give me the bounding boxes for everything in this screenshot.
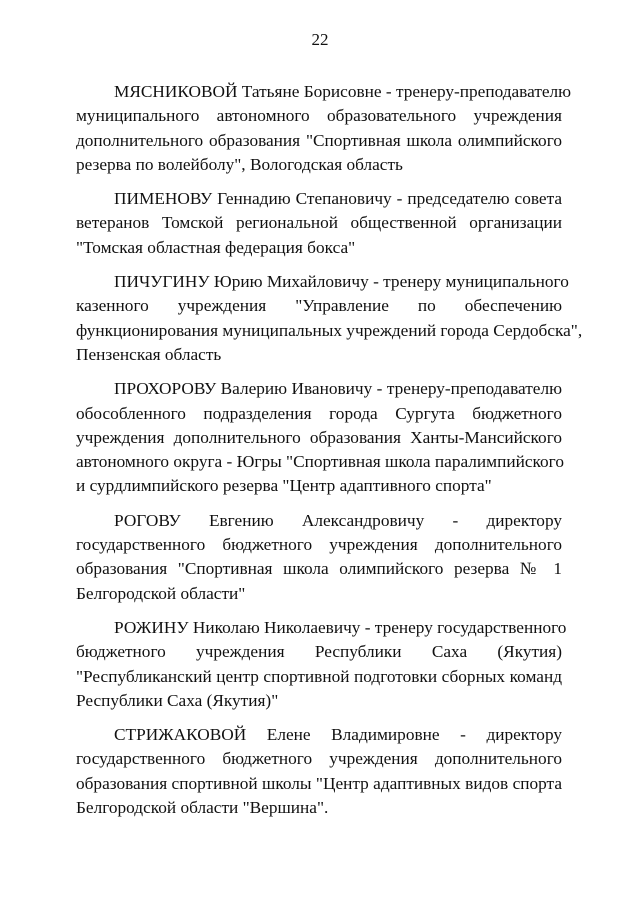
entry-line: ПИЧУГИНУ Юрию Михайловичу - тренеру муниципального — [114, 272, 569, 292]
entry-line: резерва по волейболу", Вологодская область — [76, 154, 403, 174]
entry-line: образования "Спортивная школа олимпийского резерва № 1 — [76, 559, 562, 579]
entry-line: и сурдлимпийского резерва "Центр адаптивного спорта" — [76, 476, 492, 496]
entry-line: автономного округа - Югры "Спортивная школа паралимпийского — [76, 452, 564, 472]
entry-line: государственного бюджетного учреждения дополнительного — [76, 749, 562, 769]
document-body — [76, 80, 583, 830]
page-number: 22 — [311, 30, 329, 49]
entry-line: государственного бюджетного учреждения дополнительного — [76, 535, 562, 555]
entry-line: учреждения дополнительного образования Ханты-Мансийского — [76, 427, 562, 447]
entry-line: ПИМЕНОВУ Геннадию Степановичу - председателю совета — [114, 189, 562, 209]
entry-line: "Республиканский центр спортивной подготовки сборных команд — [76, 666, 562, 686]
entry-line: РОГОВУ Евгению Александровичу - директору — [114, 510, 562, 530]
entry-pimenov — [76, 187, 562, 260]
entry-line: Пензенская область — [76, 344, 222, 364]
entry-line: Республики Саха (Якутия)" — [76, 690, 279, 710]
entry-myasnikova — [76, 80, 572, 177]
entry-line: обособленного подразделения города Сургута бюджетного — [76, 403, 562, 423]
entry-line: муниципального автономного образовательного учреждения — [76, 106, 562, 126]
entry-strizhakova — [76, 723, 562, 820]
entry-line: образования спортивной школы "Центр адаптивных видов спорта — [76, 773, 562, 793]
entry-line: РОЖИНУ Николаю Николаевичу - тренеру государственного — [114, 617, 567, 637]
entry-line: казенного учреждения "Управление по обеспечению — [76, 296, 562, 316]
entry-rozhin — [76, 616, 567, 713]
entry-line: ветеранов Томской региональной общественной организации — [76, 213, 562, 233]
entry-line: функционирования муниципальных учреждений города Сердобска", — [76, 320, 583, 340]
entry-line: Белгородской области" — [76, 583, 246, 603]
entry-line: ПРОХОРОВУ Валерию Ивановичу - тренеру-преподавателю — [114, 379, 562, 399]
entry-line: МЯСНИКОВОЙ Татьяне Борисовне - тренеру-преподавателю — [114, 82, 572, 101]
entry-line: бюджетного учреждения Республики Саха (Якутия) — [76, 642, 562, 662]
entry-line: "Томская областная федерация бокса" — [76, 237, 356, 257]
entry-prokhorov — [76, 377, 562, 498]
entry-pichugin — [76, 270, 583, 367]
entry-line: СТРИЖАКОВОЙ Елене Владимировне - директору — [114, 725, 562, 745]
entry-rogov — [76, 509, 562, 606]
entry-line: дополнительного образования "Спортивная школа олимпийского — [76, 130, 562, 150]
entry-line: Белгородской области "Вершина". — [76, 798, 329, 818]
